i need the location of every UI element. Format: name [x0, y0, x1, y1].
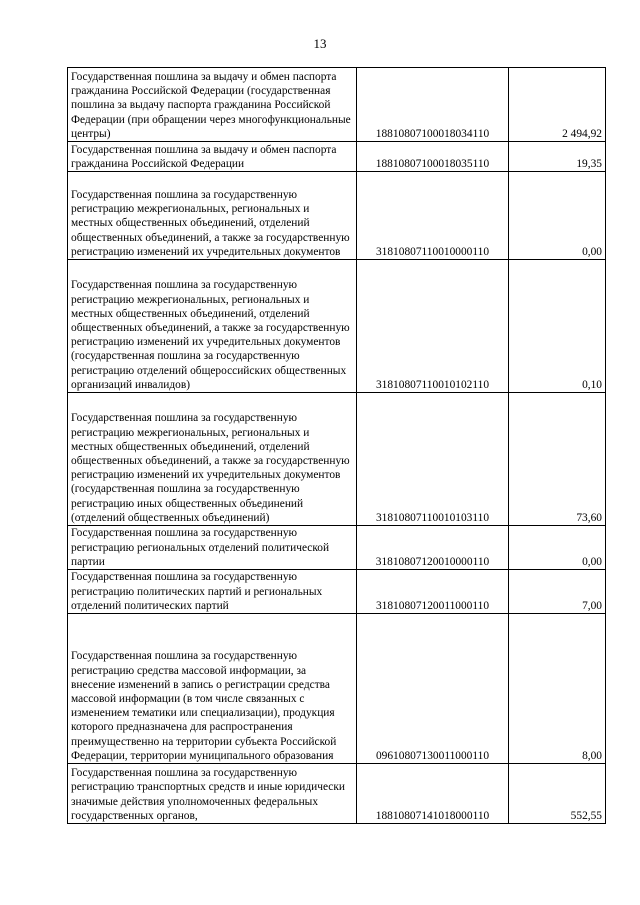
revenue-name-cell: Государственная пошлина за государственную регистрацию межрегиональных, региональных и местных общественных объединений, отделений общественных объединений, а также за государственную регистрацию изменений их учредительных документов (государственная пошлина за государственную регистрацию отделений общероссийских общественных организаций инвалидов)	[68, 260, 357, 393]
table-row	[68, 570, 606, 614]
revenue-name-cell: Государственная пошлина за государственную регистрацию межрегиональных, региональных и местных общественных объединений, отделений общественных объединений, а также за государственную регистрацию изменений их учредительных документов (государственная пошлина за государственную регистрацию иных общественных объединений (отделений общественных объединений)	[68, 393, 357, 526]
table-row	[68, 614, 606, 764]
table-row	[68, 172, 606, 260]
revenue-name-cell: Государственная пошлина за государственную регистрацию межрегиональных, региональных и местных общественных объединений, отделений общественных объединений, а также за государственную регистрацию изменений их учредительных документов	[68, 172, 357, 260]
revenue-amount-cell: 7,00	[509, 570, 606, 614]
revenue-name-cell: Государственная пошлина за государственную регистрацию средства массовой информации, за внесение изменений в запись о регистрации средства массовой информации (в том числе связанных с изменением тематики или специализации), продукция которого предназначена для распространения преимущественно на территории субъекта Российской Федерации, территории муниципального образования	[68, 614, 357, 764]
revenue-amount-cell: 73,60	[509, 393, 606, 526]
revenue-table	[67, 67, 606, 824]
table-row	[68, 142, 606, 172]
revenue-amount-cell: 2 494,92	[509, 68, 606, 142]
revenue-code-cell: 18810807100018034110	[357, 68, 509, 142]
revenue-code-cell: 18810807100018035110	[357, 142, 509, 172]
revenue-name-cell: Государственная пошлина за государственную регистрацию политических партий и региональных отделений политических партий	[68, 570, 357, 614]
revenue-amount-cell: 0,00	[509, 172, 606, 260]
revenue-code-cell: 18810807141018000110	[357, 764, 509, 824]
revenue-code-cell: 31810807120011000110	[357, 570, 509, 614]
revenue-amount-cell: 19,35	[509, 142, 606, 172]
table-row	[68, 68, 606, 142]
revenue-code-cell: 09610807130011000110	[357, 614, 509, 764]
revenue-code-cell: 31810807110010102110	[357, 260, 509, 393]
revenue-amount-cell: 8,00	[509, 614, 606, 764]
table-row	[68, 260, 606, 393]
table-row	[68, 393, 606, 526]
revenue-amount-cell: 0,10	[509, 260, 606, 393]
revenue-name-cell: Государственная пошлина за выдачу и обмен паспорта гражданина Российской Федерации (государственная пошлина за выдачу паспорта гражданина Российской Федерации (при обращении через многофункциональные центры)	[68, 68, 357, 142]
table-row	[68, 764, 606, 824]
revenue-code-cell: 31810807110010000110	[357, 172, 509, 260]
revenue-amount-cell: 552,55	[509, 764, 606, 824]
revenue-code-cell: 31810807120010000110	[357, 526, 509, 570]
page-number: 13	[313, 36, 327, 51]
revenue-code-cell: 31810807110010103110	[357, 393, 509, 526]
revenue-name-cell: Государственная пошлина за государственную регистрацию региональных отделений политической партии	[68, 526, 357, 570]
table-row	[68, 526, 606, 570]
revenue-name-cell: Государственная пошлина за государственную регистрацию транспортных средств и иные юридически значимые действия уполномоченных федеральных государственных органов,	[68, 764, 357, 824]
revenue-name-cell: Государственная пошлина за выдачу и обмен паспорта гражданина Российской Федерации	[68, 142, 357, 172]
revenue-amount-cell: 0,00	[509, 526, 606, 570]
